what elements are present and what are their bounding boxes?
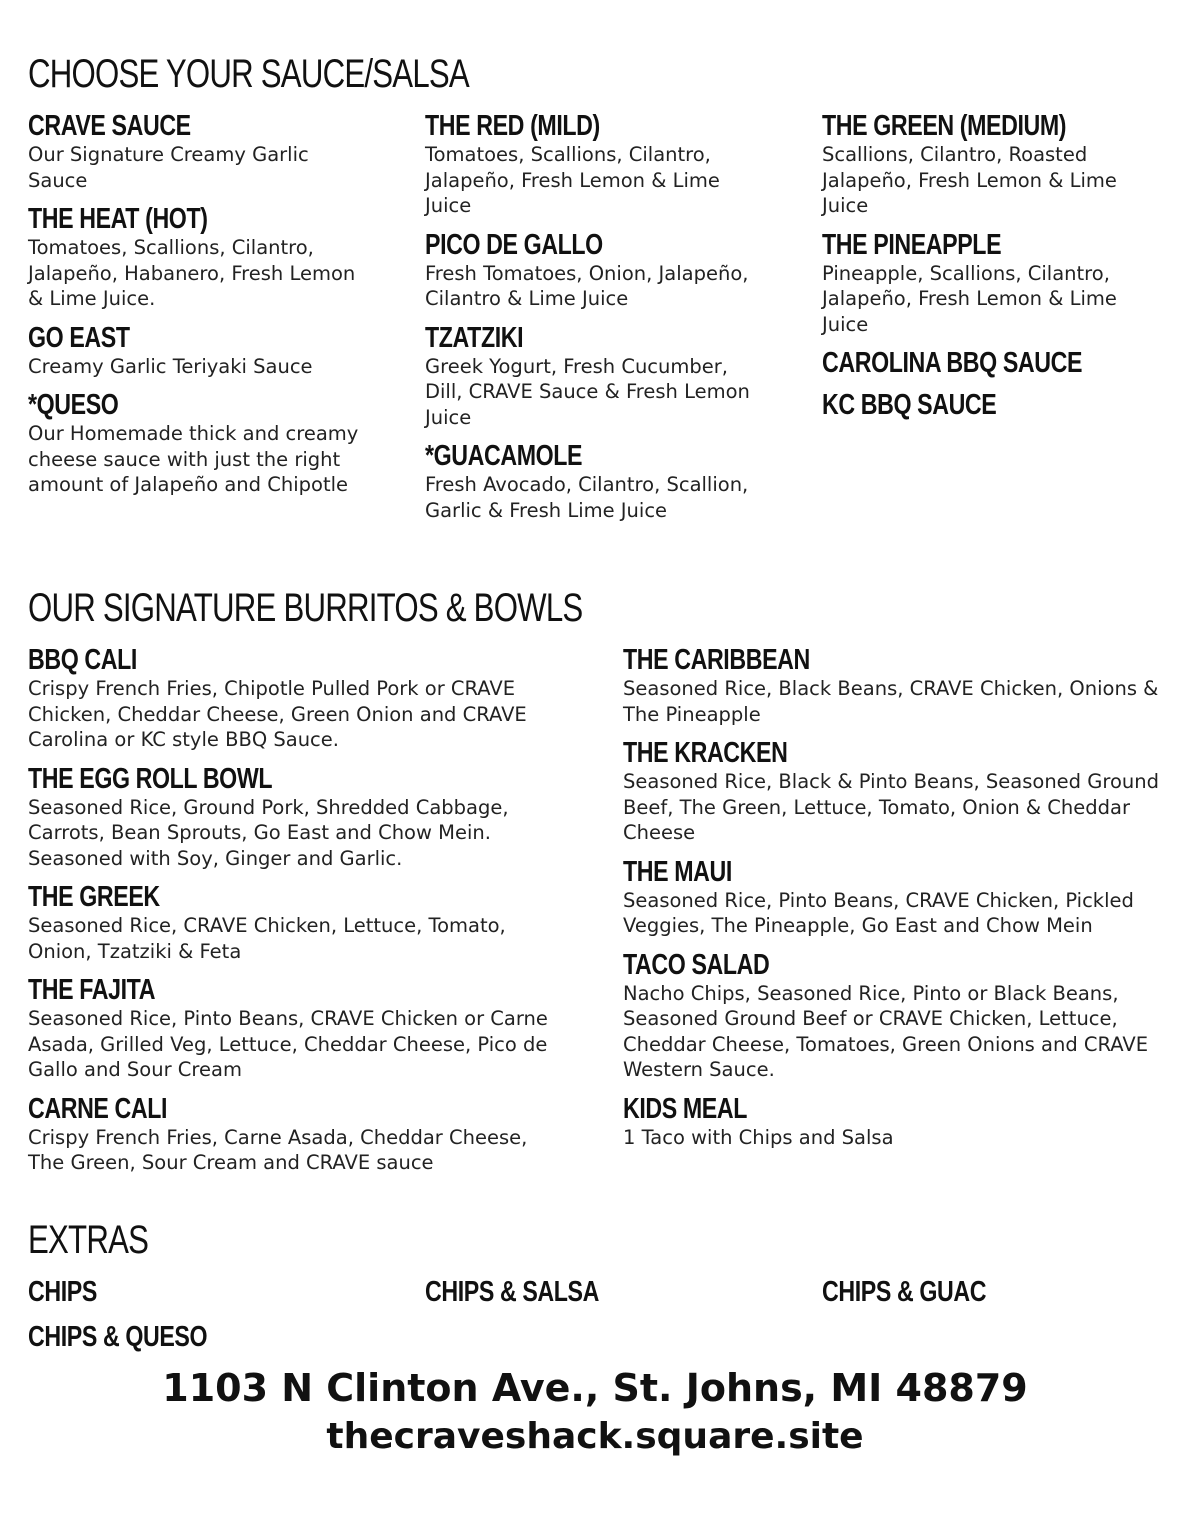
extras-item-chips-salsa: CHIPS & SALSA [425,1276,599,1308]
item-name: THE MAUI [623,855,732,888]
item-description: Scallions, Cilantro, Roasted Jalapeño, Fresh Lemon & Lime Juice [822,143,1117,217]
item-name: THE FAJITA [28,974,156,1006]
menu-item [822,229,1162,338]
extras-item-chips-guac: CHIPS & GUAC [822,1276,987,1308]
menu-item [623,1093,1163,1151]
extras-item-chips-queso: CHIPS & QUESO [28,1321,208,1353]
item-description: Our Signature Creamy Garlic Sauce [28,143,309,192]
menu-item [822,347,1162,379]
menu-item [623,737,1163,846]
menu-item [28,322,368,380]
item-description: Seasoned Rice, Ground Pork, Shredded Cabbage, Carrots, Bean Sprouts, Go East and Chow Mein. Seasoned with Soy, Ginger and Garlic. [28,795,509,870]
item-description: Nacho Chips, Seasoned Rice, Pinto or Black Beans, Seasoned Ground Beef or CRAVE Chicken, Lettuce, Cheddar Cheese, Tomatoes, Green Onions and CRAVE Western Sauce. [623,981,1149,1081]
item-name: KIDS MEAL [623,1092,747,1125]
extras-item-chips: CHIPS [28,1276,97,1308]
item-name: TZATZIKI [425,321,524,354]
item-description: Creamy Garlic Teriyaki Sauce [28,354,313,378]
item-description: Greek Yogurt, Fresh Cucumber, Dill, CRAVE Sauce & Fresh Lemon Juice [425,354,750,429]
sauces-column-3 [822,110,1162,431]
item-name: CARNE CALI [28,1092,168,1125]
menu-item [822,389,1162,421]
menu-item [28,203,368,312]
item-description: Seasoned Rice, CRAVE Chicken, Lettuce, Tomato, Onion, Tzatziki & Feta [28,914,506,963]
item-description: Fresh Avocado, Cilantro, Scallion, Garlic & Fresh Lime Juice [425,473,749,522]
footer-address: 1103 N Clinton Ave., St. Johns, MI 48879 [162,1366,1028,1410]
item-name: *GUACAMOLE [425,440,583,472]
menu-item [28,974,568,1083]
item-name: THE GREEN (MEDIUM) [822,110,1067,142]
burritos-column-2 [623,644,1163,1160]
menu-item [28,763,568,872]
sauces-column-1 [28,110,368,508]
item-description: Crispy French Fries, Chipotle Pulled Pork or CRAVE Chicken, Cheddar Cheese, Green Onion and CRAVE Carolina or KC style BBQ Sauce. [28,677,527,751]
item-name: BBQ CALI [28,644,137,676]
burritos-column-1 [28,644,568,1186]
menu-item [623,856,1163,939]
menu-item [425,322,765,431]
item-name: KC BBQ SAUCE [822,389,997,421]
burritos-section-title: OUR SIGNATURE BURRITOS & BOWLS [28,586,583,630]
menu-item [425,229,765,312]
item-name: THE KRACKEN [623,737,788,769]
menu-item [425,440,765,523]
menu-item [28,1093,568,1176]
item-name: PICO DE GALLO [425,228,603,261]
item-description: Seasoned Rice, Black & Pinto Beans, Seasoned Ground Beef, The Green, Lettuce, Tomato, Onion & Cheddar Cheese [623,770,1159,844]
item-name: THE PINEAPPLE [822,228,1002,261]
item-name: THE CARIBBEAN [623,644,810,676]
item-name: CAROLINA BBQ SAUCE [822,347,1083,379]
menu-item [623,949,1163,1083]
menu-item [28,881,568,964]
menu-item [28,644,568,753]
menu-item [28,389,368,498]
menu-item [623,644,1163,727]
extras-section-title: EXTRAS [28,1218,149,1262]
footer-website: thecraveshack.square.site [326,1416,864,1457]
menu-item [822,110,1162,219]
item-name: THE GREEK [28,881,160,913]
item-description: Crispy French Fries, Carne Asada, Cheddar Cheese, The Green, Sour Cream and CRAVE sauce [28,1125,528,1174]
item-description: Our Homemade thick and creamy cheese sauce with just the right amount of Jalapeño and Chipotle [28,422,359,496]
sauces-column-2 [425,110,765,533]
item-name: GO EAST [28,321,130,354]
item-description: Pineapple, Scallions, Cilantro, Jalapeño, Fresh Lemon & Lime Juice [822,261,1117,336]
item-name: THE RED (MILD) [425,110,600,142]
menu-item [28,110,368,193]
item-name: *QUESO [28,389,119,421]
item-description: 1 Taco with Chips and Salsa [623,1125,894,1149]
item-description: Tomatoes, Scallions, Cilantro, Jalapeño, Fresh Lemon & Lime Juice [425,143,720,217]
item-description: Seasoned Rice, Pinto Beans, CRAVE Chicken or Carne Asada, Grilled Veg, Lettuce, Cheddar Cheese, Pico de Gallo and Sour Cream [28,1007,548,1081]
item-name: TACO SALAD [623,948,770,981]
item-name: THE HEAT (HOT) [28,203,208,235]
item-description: Fresh Tomatoes, Onion, Jalapeño, Cilantro & Lime Juice [425,261,749,310]
sauces-section-title: CHOOSE YOUR SAUCE/SALSA [28,52,469,96]
item-name: CRAVE SAUCE [28,110,191,142]
item-description: Seasoned Rice, Black Beans, CRAVE Chicken, Onions & The Pineapple [623,677,1159,726]
item-name: THE EGG ROLL BOWL [28,762,273,795]
menu-item [425,110,765,219]
item-description: Seasoned Rice, Pinto Beans, CRAVE Chicken, Pickled Veggies, The Pineapple, Go East and Chow Mein [623,888,1134,937]
item-description: Tomatoes, Scallions, Cilantro, Jalapeño, Habanero, Fresh Lemon & Lime Juice. [28,236,356,310]
